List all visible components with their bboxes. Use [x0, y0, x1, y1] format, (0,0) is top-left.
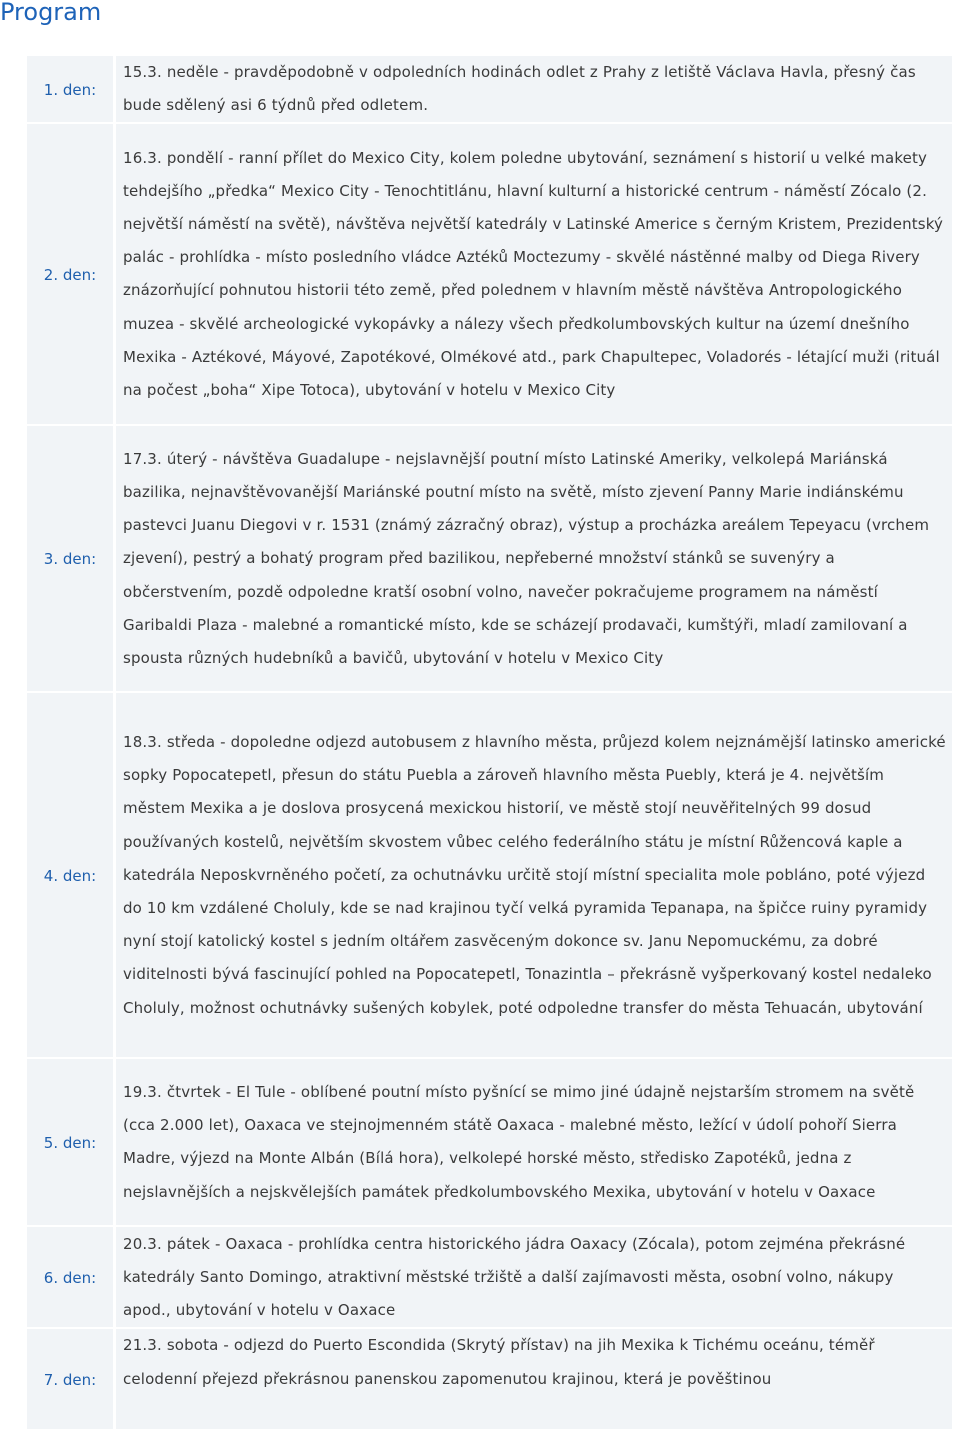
program-row-day-4 [27, 693, 952, 1057]
day-label: 2. den: [27, 124, 113, 424]
day-description: 19.3. čtvrtek - El Tule - oblíbené poutní místo pyšnící se mimo jiné údajně nejstarším stromem na světě (cca 2.000 let), Oaxaca ve stejnojmenném státě Oaxaca - malebné město, ležící v údolí pohoří Sierra Madre, výjezd na Monte Albán (Bílá hora), velkolepé horské město, středisko Zapotéků, jedna z nejslavnějších a nejskvělejších památek předkolumbovského Mexika, ubytování v hotelu v Oaxace [116, 1059, 952, 1225]
page-title: Program [0, 0, 102, 26]
day-description: 18.3. středa - dopoledne odjezd autobusem z hlavního města, průjezd kolem nejznámější latinsko americké sopky Popocatepetl, přesun do státu Puebla a zároveň hlavního města Puebly, která je 4. největším městem Mexika a je doslova prosycená mexickou historií, ve městě stojí neuvěřitelných 99 dosud používaných kostelů, největším skvostem vůbec celého federálního státu je místní Růžencová kaple a katedrála Neposkvrněného početí, za ochutnávku určitě stojí místní specialita mole pobláno, poté výjezd do 10 km vzdálené Choluly, kde se nad krajinou tyčí velká pyramida Tepanapa, na špičce ruiny pyramidy nyní stojí katolický kostel s jedním oltářem zasvěceným dokonce sv. Janu Nepomuckému, za dobré viditelnosti bývá fascinující pohled na Popocatepetl, Tonazintla – překrásně vyšperkovaný kostel nedaleko Choluly, možnost ochutnávky sušených kobylek, poté odpoledne transfer do města Tehuacán, ubytování [116, 693, 952, 1057]
day-description: 20.3. pátek - Oaxaca - prohlídka centra historického jádra Oaxacy (Zócala), potom zejména překrásné katedrály Santo Domingo, atraktivní městské tržiště a další zajímavosti města, osobní volno, nákupy apod., ubytování v hotelu v Oaxace [116, 1227, 952, 1327]
program-row-day-1 [27, 56, 952, 122]
day-label: 1. den: [27, 56, 113, 122]
program-row-day-7 [27, 1329, 952, 1429]
day-description: 16.3. pondělí - ranní přílet do Mexico City, kolem poledne ubytování, seznámení s historií u velké makety tehdejšího „předka“ Mexico City - Tenochtitlánu, hlavní kulturní a historické centrum - náměstí Zócalo (2. největší náměstí na světě), návštěva největší katedrály v Latinské Americe s černým Kristem, Prezidentský palác - prohlídka - místo posledního vládce Aztéků Moctezumy - skvělé nástěnné malby od Diega Rivery znázorňující pohnutou historii této země, před polednem v hlavním městě návštěva Antropologického muzea - skvělé archeologické vykopávky a nálezy všech předkolumbovských kultur na území dnešního Mexika - Aztékové, Máyové, Zapotékové, Olmékové atd., park Chapultepec, Voladorés - létající muži (rituál na počest „boha“ Xipe Totoca), ubytování v hotelu v Mexico City [116, 124, 952, 424]
program-row-day-6 [27, 1227, 952, 1327]
day-label: 7. den: [27, 1329, 113, 1429]
day-label: 5. den: [27, 1059, 113, 1225]
day-description: 15.3. neděle - pravděpodobně v odpoledních hodinách odlet z Prahy z letiště Václava Havla, přesný čas bude sdělený asi 6 týdnů před odletem. [116, 56, 952, 122]
day-description: 17.3. úterý - návštěva Guadalupe - nejslavnější poutní místo Latinské Ameriky, velkolepá Mariánská bazilika, nejnavštěvovanější Mariánské poutní místo na světě, místo zjevení Panny Marie indiánskému pastevci Juanu Diegovi v r. 1531 (známý zázračný obraz), výstup a procházka areálem Tepeyacu (vrchem zjevení), pestrý a bohatý program před bazilikou, nepřeberné množství stánků se suvenýry a občerstvením, pozdě odpoledne kratší osobní volno, navečer pokračujeme programem na náměstí Garibaldi Plaza - malebné a romantické místo, kde se scházejí prodavači, kumštýři, mladí zamilovaní a spousta různých hudebníků a bavičů, ubytování v hotelu v Mexico City [116, 426, 952, 691]
day-description: 21.3. sobota - odjezd do Puerto Escondida (Skrytý přístav) na jih Mexika k Tichému oceánu, téměř celodenní přejezd překrásnou panenskou zapomenutou krajinou, která je pověštinou [116, 1329, 952, 1429]
day-label: 6. den: [27, 1227, 113, 1327]
program-row-day-2 [27, 124, 952, 424]
day-label: 3. den: [27, 426, 113, 691]
program-row-day-3 [27, 426, 952, 691]
day-label: 4. den: [27, 693, 113, 1057]
program-row-day-5 [27, 1059, 952, 1225]
program-table [24, 54, 955, 1431]
